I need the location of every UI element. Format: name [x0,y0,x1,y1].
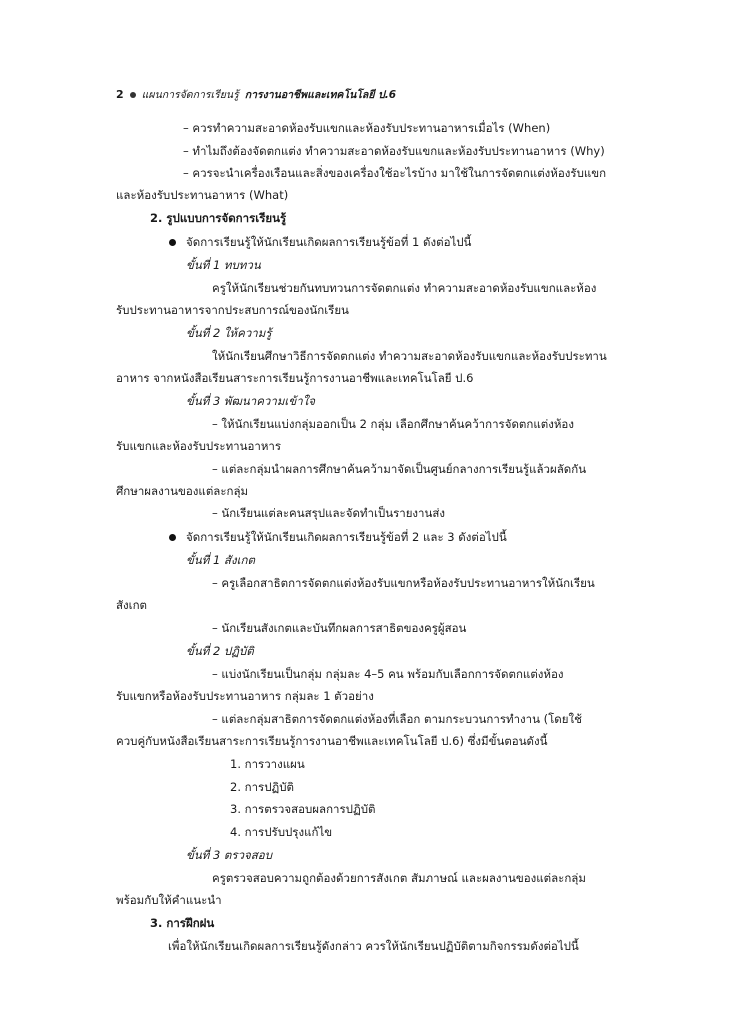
step-3-item-c: – นักเรียนแต่ละคนสรุปและจัดทำเป็นรายงานส่ง [212,506,446,520]
bullet-outcome-1: จัดการเรียนรู้ให้นักเรียนเกิดผลการเรียนรู้ข้อที่ 1 ดังต่อไปนี้ [186,235,472,249]
process-step-1: 1. การวางแผน [230,757,305,771]
process-step-4: 4. การปรับปรุงแก้ไข [230,825,333,839]
step-3-item-b-line2: ศึกษาผลงานของแต่ละกลุ่ม [116,484,249,498]
question-what-line2: และห้องรับประทานอาหาร (What) [116,188,289,202]
step-3-item-a-line2: รับแขกและห้องรับประทานอาหาร [116,439,282,453]
step-1-review-text-line1: ครูให้นักเรียนช่วยกันทบทวนการจัดตกแต่ง ทำความสะอาดห้องรับแขกและห้อง [212,281,597,295]
step-1-review: ขั้นที่ 1 ทบทวน [186,258,261,272]
observe-item-a-line2: สังเกต [116,598,147,612]
practice-item-a-line1: – แบ่งนักเรียนเป็นกลุ่ม กลุ่มละ 4–5 คน พร้อมกับเลือกการจัดตกแต่งห้อง [212,667,564,681]
process-step-2: 2. การปฏิบัติ [230,780,295,794]
step-3-check: ขั้นที่ 3 ตรวจสอบ [186,848,272,862]
section-3-title: 3. การฝึกฝน [150,916,215,930]
practice-item-b-line2: ควบคู่กับหนังสือเรียนสาระการเรียนรู้การงานอาชีพและเทคโนโลยี ป.6) ซึ่งมีขั้นตอนดังนี้ [116,734,548,748]
practice-item-a-line2: รับแขกหรือห้องรับประทานอาหาร กลุ่มละ 1 ตัวอย่าง [116,689,374,703]
header-bullet-icon [130,92,136,98]
step-1-observe: ขั้นที่ 1 สังเกต [186,553,255,567]
page-header [116,86,396,103]
page-number: 2 [116,88,124,101]
header-book-title: การงานอาชีพและเทคโนโลยี ป.6 [244,89,397,101]
check-text-line1: ครูตรวจสอบความถูกต้องด้วยการสังเกต สัมภาษณ์ และผลงานของแต่ละกลุ่ม [212,871,586,885]
section-3-intro: เพื่อให้นักเรียนเกิดผลการเรียนรู้ดังกล่าว ควรให้นักเรียนปฏิบัติตามกิจกรรมดังต่อไปนี้ [168,939,579,953]
step-2-knowledge-text-line2: อาหาร จากหนังสือเรียนสาระการเรียนรู้การงานอาชีพและเทคโนโลยี ป.6 [116,371,474,385]
step-1-review-text-line2: รับประทานอาหารจากประสบการณ์ของนักเรียน [116,303,349,317]
header-book-label: แผนการจัดการเรียนรู้ [141,89,239,101]
question-what-line1: – ควรจะนำเครื่องเรือนและสิ่งของเครื่องใช้อะไรบ้าง มาใช้ในการจัดตกแต่งห้องรับแขก [183,166,607,180]
step-3-understanding: ขั้นที่ 3 พัฒนาความเข้าใจ [186,394,316,408]
process-step-3: 3. การตรวจสอบผลการปฏิบัติ [230,802,376,816]
question-when: – ควรทำความสะอาดห้องรับแขกและห้องรับประทานอาหารเมื่อไร (When) [183,121,551,135]
observe-item-b: – นักเรียนสังเกตและบันทึกผลการสาธิตของครูผู้สอน [212,621,467,635]
question-why: – ทำไมถึงต้องจัดตกแต่ง ทำความสะอาดห้องรับแขกและห้องรับประทานอาหาร (Why) [183,144,605,158]
step-2-knowledge-text-line1: ให้นักเรียนศึกษาวิธีการจัดตกแต่ง ทำความสะอาดห้องรับแขกและห้องรับประทาน [212,349,607,363]
step-2-knowledge: ขั้นที่ 2 ให้ความรู้ [186,326,272,340]
step-3-item-b-line1: – แต่ละกลุ่มนำผลการศึกษาค้นคว้ามาจัดเป็นศูนย์กลางการเรียนรู้แล้วผลัดกัน [212,462,587,476]
bullet-icon [169,534,176,541]
check-text-line2: พร้อมกับให้คำแนะนำ [116,893,222,907]
practice-item-b-line1: – แต่ละกลุ่มสาธิตการจัดตกแต่งห้องที่เลือก ตามกระบวนการทำงาน (โดยใช้ [212,712,582,726]
bullet-outcome-2-3: จัดการเรียนรู้ให้นักเรียนเกิดผลการเรียนรู้ข้อที่ 2 และ 3 ดังต่อไปนี้ [186,530,507,544]
section-2-title: 2. รูปแบบการจัดการเรียนรู้ [150,211,287,225]
step-3-item-a-line1: – ให้นักเรียนแบ่งกลุ่มออกเป็น 2 กลุ่ม เลือกศึกษาค้นคว้าการจัดตกแต่งห้อง [212,417,574,431]
step-2-practice: ขั้นที่ 2 ปฏิบัติ [186,644,254,658]
observe-item-a-line1: – ครูเลือกสาธิตการจัดตกแต่งห้องรับแขกหรือห้องรับประทานอาหารให้นักเรียน [212,576,595,590]
bullet-icon [169,239,176,246]
